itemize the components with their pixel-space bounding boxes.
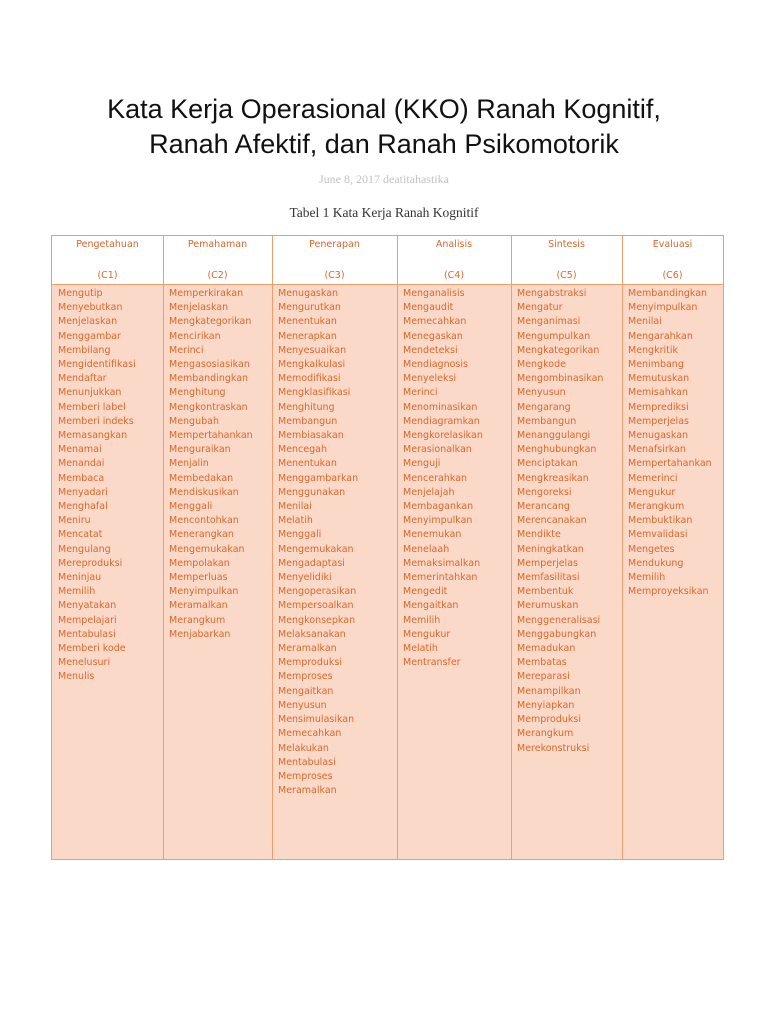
column-header-code: (C4) (443, 270, 465, 281)
list-item: Menjelaskan (169, 302, 229, 314)
list-item: Merangkum (628, 501, 685, 513)
list-item: Membaca (58, 472, 105, 484)
list-item: Menerapkan (278, 330, 337, 342)
list-item: Mendiagramkan (403, 415, 480, 427)
column-items-analisis (403, 287, 483, 670)
list-item: Meninjau (58, 572, 102, 584)
list-item: Membagankan (403, 501, 474, 513)
list-item: Mendiskusikan (169, 486, 239, 498)
list-item: Mengumpulkan (517, 330, 591, 342)
list-item: Menentukan (278, 458, 337, 470)
list-item: Mengidentifikasi (58, 359, 136, 371)
list-item: Merangkum (169, 614, 226, 626)
list-item: Mencerahkan (403, 472, 468, 484)
list-item: Menanggulangi (517, 430, 591, 442)
list-item: Meniru (58, 515, 91, 527)
column-header-name: Sintesis (548, 239, 585, 250)
list-item: Menghitung (278, 401, 335, 413)
list-item: Mengurutkan (278, 302, 341, 314)
list-item: Menghafal (58, 501, 108, 513)
table-caption: Tabel 1 Kata Kerja Ranah Kognitif (289, 205, 479, 220)
list-item: Mengukur (403, 628, 451, 640)
list-item: Membentuk (517, 586, 574, 598)
list-item: Mengkategorikan (169, 316, 252, 328)
list-item: Melaksanakan (278, 628, 346, 640)
list-item: Merancang (517, 501, 570, 513)
list-item: Mengkonsepkan (278, 614, 356, 626)
list-item: Memvalidasi (628, 529, 688, 541)
list-item: Mensimulasikan (278, 714, 355, 726)
list-item: Meramalkan (278, 643, 337, 655)
list-item: Menyesuaikan (278, 344, 347, 356)
list-item: Menamai (58, 444, 102, 456)
column-header-code: (C3) (324, 270, 345, 281)
list-item: Mentransfer (403, 657, 461, 669)
list-item: Menyimpulkan (628, 302, 698, 314)
list-item: Menghitung (169, 387, 226, 399)
list-item: Mempertahankan (628, 458, 712, 470)
list-item: Membedakan (169, 472, 234, 484)
list-item: Memadukan (517, 643, 576, 655)
list-item: Menghubungkan (517, 444, 597, 456)
column-items-pemahaman (169, 287, 253, 642)
list-item: Memilih (403, 614, 441, 626)
list-item: Membangun (278, 415, 338, 427)
list-item: Menggunakan (278, 486, 346, 498)
list-item: Memberi label (58, 401, 126, 413)
list-item: Menulis (58, 671, 95, 683)
list-item: Melakukan (278, 742, 329, 754)
list-item: Menggambarkan (278, 472, 359, 484)
list-item: Mencatat (58, 529, 103, 541)
list-item: Menominasikan (403, 401, 478, 413)
list-item: Memproduksi (278, 657, 342, 669)
list-item: Melatih (278, 515, 313, 527)
column-divider (163, 236, 164, 859)
list-item: Merangkum (517, 728, 574, 740)
column-header-sintesis (511, 236, 622, 284)
list-item: Memproses (278, 671, 333, 683)
list-item: Mengoperasikan (278, 586, 357, 598)
list-item: Memberi indeks (58, 415, 134, 427)
list-item: Mengedit (403, 586, 448, 598)
list-item: Menerangkan (169, 529, 234, 541)
list-item: Mengubah (169, 415, 219, 427)
list-item: Mengkalkulasi (278, 359, 346, 371)
list-item: Menyimpulkan (403, 515, 473, 527)
list-item: Mengkode (517, 359, 566, 371)
list-item: Memilih (58, 586, 96, 598)
list-item: Memecahkan (403, 316, 467, 328)
list-item: Menganalisis (403, 288, 465, 299)
list-item: Memproyeksikan (628, 586, 709, 598)
list-item: Menemukan (403, 529, 462, 541)
list-item: Menugaskan (628, 430, 689, 442)
list-item: Menyatakan (58, 600, 117, 612)
list-item: Menjabarkan (169, 628, 231, 640)
list-item: Mengaudit (403, 302, 454, 314)
list-item: Menegaskan (403, 330, 463, 342)
column-header-penerapan (272, 236, 397, 284)
list-item: Menampilkan (517, 685, 581, 697)
list-item: Menggabungkan (517, 628, 597, 640)
list-item: Menggali (278, 529, 322, 541)
list-item: Memilih (628, 572, 666, 584)
list-item: Mengemukakan (278, 543, 354, 555)
list-item: Menjelaskan (58, 316, 118, 328)
list-item: Memperjelas (628, 415, 689, 427)
list-item: Menimbang (628, 359, 684, 371)
list-item: Memecahkan (278, 728, 342, 740)
list-item: Mengkorelasikan (403, 430, 483, 442)
list-item: Mencirikan (169, 330, 221, 342)
list-item: Memfasilitasi (517, 572, 580, 584)
list-item: Mencegah (278, 444, 328, 456)
column-header-pemahaman (163, 236, 272, 284)
list-item: Mencontohkan (169, 515, 239, 527)
column-items-sintesis (517, 287, 603, 756)
list-item: Memberi kode (58, 643, 126, 655)
page-title-line-2: Ranah Afektif, dan Ranah Psikomotorik (149, 129, 619, 159)
list-item: Mempolakan (169, 557, 230, 569)
list-item: Meningkatkan (517, 543, 584, 555)
column-header-evaluasi (622, 236, 723, 284)
post-date: June 8, 2017 (319, 172, 380, 186)
list-item: Membandingkan (169, 373, 249, 385)
column-header-code: (C6) (662, 270, 683, 281)
list-item: Membuktikan (628, 515, 693, 527)
list-item: Menyebutkan (58, 302, 123, 314)
list-item: Menugaskan (278, 288, 339, 299)
list-item: Menggeneralisasi (517, 614, 601, 626)
list-item: Menyadari (58, 486, 108, 498)
list-item: Mereproduksi (58, 557, 123, 569)
list-item: Menguji (403, 458, 441, 470)
list-item: Menggambar (58, 330, 121, 342)
list-item: Membiasakan (278, 430, 344, 442)
post-meta (0, 172, 768, 187)
column-header-name: Penerapan (309, 239, 360, 250)
list-item: Mengoreksi (517, 486, 572, 498)
list-item: Merekonstruksi (517, 742, 590, 754)
list-item: Mempertahankan (169, 430, 253, 442)
list-item: Menyiapkan (517, 699, 575, 711)
list-item: Menilai (628, 316, 662, 328)
column-divider (622, 236, 623, 859)
column-items-pengetahuan (58, 287, 136, 685)
list-item: Menyusun (517, 387, 566, 399)
list-item: Mendukung (628, 557, 684, 569)
list-item: Mengklasifikasi (278, 387, 351, 399)
list-item: Memprediksi (628, 401, 689, 413)
kko-table (51, 235, 724, 860)
list-item: Merumuskan (517, 600, 579, 612)
list-item: Mengasosiasikan (169, 359, 250, 371)
list-item: Mengukur (628, 486, 676, 498)
list-item: Mengemukakan (169, 543, 245, 555)
list-item: Memerintahkan (403, 572, 478, 584)
list-item: Memperluas (169, 572, 228, 584)
list-item: Memerinci (628, 472, 678, 484)
list-item: Menandai (58, 458, 105, 470)
list-item: Memperjelas (517, 557, 578, 569)
column-header-code: (C1) (97, 270, 118, 281)
list-item: Mengaitkan (278, 685, 334, 697)
list-item: Mengkontraskan (169, 401, 248, 413)
list-item: Mengadaptasi (278, 557, 345, 569)
list-item: Membangun (517, 415, 577, 427)
column-header-pengetahuan (52, 236, 163, 284)
page-title (0, 92, 768, 162)
list-item: Menjalin (169, 458, 209, 470)
list-item: Menyeleksi (403, 373, 457, 385)
list-item: Menyelidiki (278, 572, 332, 584)
list-item: Mempersoalkan (278, 600, 354, 612)
list-item: Menguraikan (169, 444, 231, 456)
list-item: Memutuskan (628, 373, 690, 385)
column-header-name: Pemahaman (187, 239, 248, 250)
list-item: Mengarahkan (628, 330, 693, 342)
column-header-name: Analisis (435, 239, 473, 250)
list-item: Mengkritik (628, 344, 679, 356)
list-item: Mengkategorikan (517, 344, 600, 356)
list-item: Mentabulasi (278, 756, 336, 768)
list-item: Menafsirkan (628, 444, 686, 456)
column-header-code: (C5) (556, 270, 577, 281)
list-item: Mengutip (58, 288, 103, 299)
list-item: Memodifikasi (278, 373, 341, 385)
list-item: Mengabstraksi (517, 288, 587, 299)
list-item: Melatih (403, 643, 438, 655)
column-header-name: Pengetahuan (76, 239, 139, 250)
list-item: Mentabulasi (58, 628, 116, 640)
list-item: Memaksimalkan (403, 557, 481, 569)
page-title-line-1: Kata Kerja Operasional (KKO) Ranah Kognitif, (107, 94, 661, 124)
list-item: Membilang (58, 344, 111, 356)
list-item: Mengkreasikan (517, 472, 589, 484)
list-item: Mempelajari (58, 614, 117, 626)
list-item: Merencanakan (517, 515, 587, 527)
list-item: Merasionalkan (403, 444, 472, 456)
list-item: Mereparasi (517, 671, 570, 683)
column-divider (397, 236, 398, 859)
list-item: Mendaftar (58, 373, 107, 385)
list-item: Meramalkan (278, 785, 337, 797)
list-item: Mendiagnosis (403, 359, 468, 371)
column-header-analisis (397, 236, 511, 284)
list-item: Menelaah (403, 543, 450, 555)
list-item: Menentukan (278, 316, 337, 328)
list-item: Mengulang (58, 543, 111, 555)
list-item: Membandingkan (628, 288, 708, 299)
list-item: Merinci (169, 344, 204, 356)
list-item: Merinci (403, 387, 438, 399)
list-item: Membatas (517, 657, 567, 669)
list-item: Menyimpulkan (169, 586, 239, 598)
list-item: Memproduksi (517, 714, 581, 726)
list-item: Memisahkan (628, 387, 688, 399)
column-divider (272, 236, 273, 859)
list-item: Menunjukkan (58, 387, 122, 399)
list-item: Mengatur (517, 302, 563, 314)
list-item: Meramalkan (169, 600, 228, 612)
list-item: Menggali (169, 501, 213, 513)
column-items-evaluasi (628, 287, 712, 599)
list-item: Mendeteksi (403, 344, 458, 356)
column-items-penerapan (278, 287, 358, 798)
list-item: Menyusun (278, 699, 327, 711)
list-item: Mengaitkan (403, 600, 459, 612)
column-header-name: Evaluasi (652, 239, 693, 250)
list-item: Menjelajah (403, 486, 455, 498)
list-item: Memasangkan (58, 430, 128, 442)
list-item: Menganimasi (517, 316, 581, 328)
list-item: Menilai (278, 501, 312, 513)
list-item: Mengetes (628, 543, 675, 555)
list-item: Menelusuri (58, 657, 111, 669)
column-divider (511, 236, 512, 859)
list-item: Mengarang (517, 401, 571, 413)
list-item: Memproses (278, 770, 333, 782)
column-header-code: (C2) (207, 270, 228, 281)
list-item: Mengombinasikan (517, 373, 604, 385)
list-item: Mendikte (517, 529, 561, 541)
post-author[interactable]: deatitahastika (383, 172, 449, 186)
list-item: Memperkirakan (169, 288, 244, 299)
list-item: Menciptakan (517, 458, 578, 470)
